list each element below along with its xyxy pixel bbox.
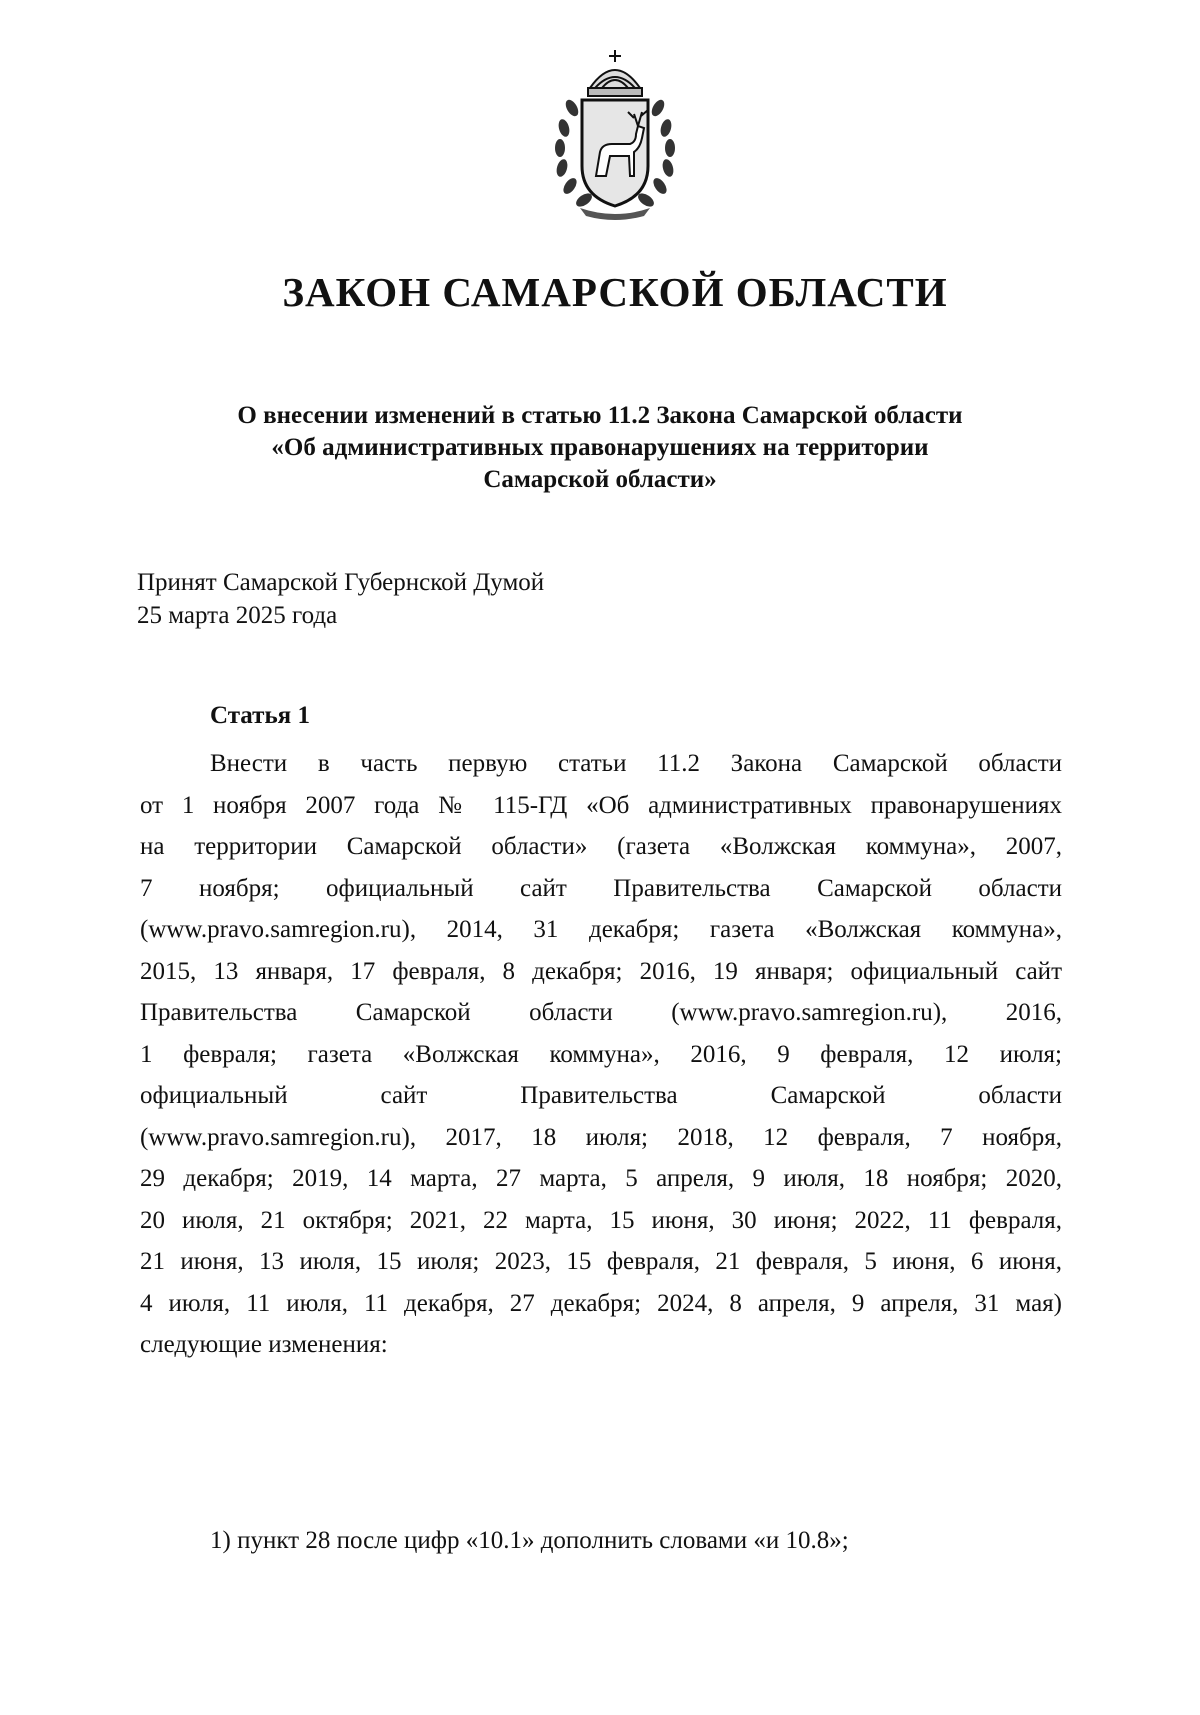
body-line: следующие изменения:	[140, 1331, 388, 1358]
body-line: официальный сайт Правительства Самарской области	[140, 1082, 1062, 1109]
body-line: 21 июня, 13 июля, 15 июля; 2023, 15 февраля, 21 февраля, 5 июня, 6 июня,	[140, 1248, 1062, 1275]
amendment-item-1: 1) пункт 28 после цифр «10.1» дополнить словами «и 10.8»;	[210, 1527, 849, 1554]
body-line: (www.pravo.samregion.ru), 2017, 18 июля; 2018, 12 февраля, 7 ноября,	[140, 1123, 1062, 1151]
adoption-info	[137, 566, 544, 632]
body-line: на территории Самарской области» (газета «Волжская коммуна», 2007,	[140, 833, 1062, 860]
body-line: 4 июля, 11 июля, 11 декабря, 27 декабря; 2024, 8 апреля, 9 апреля, 31 мая)	[140, 1289, 1062, 1317]
body-line: (www.pravo.samregion.ru), 2014, 31 декабря; газета «Волжская коммуна»,	[140, 916, 1062, 943]
body-line: 7 ноября; официальный сайт Правительства Самарской области	[140, 874, 1062, 902]
body-line: 1 февраля; газета «Волжская коммуна», 2016, 9 февраля, 12 июля;	[140, 1040, 1062, 1068]
subtitle-line: О внесении изменений в статью 11.2 Закона Самарской области	[237, 402, 963, 429]
body-line: 2015, 13 января, 17 февраля, 8 декабря; 2016, 19 января; официальный сайт	[140, 957, 1062, 985]
law-subtitle	[0, 400, 1200, 496]
law-title: ЗАКОН САМАРСКОЙ ОБЛАСТИ	[282, 269, 948, 315]
body-line: Правительства Самарской области (www.pravo.samregion.ru), 2016,	[140, 999, 1062, 1026]
article-heading: Статья 1	[210, 702, 310, 729]
adopted-by: Принят Самарской Губернской Думой	[137, 569, 545, 596]
body-line: Внести в часть первую статьи 11.2 Закона Самарской области	[210, 750, 1062, 777]
body-line: 29 декабря; 2019, 14 марта, 27 марта, 5 апреля, 9 июля, 18 ноября; 2020,	[140, 1165, 1062, 1192]
subtitle-line: «Об административных правонарушениях на территории	[271, 434, 929, 461]
adopted-date: 25 марта 2025 года	[137, 602, 338, 629]
subtitle-line: Самарской области»	[483, 466, 717, 493]
body-line: 20 июля, 21 октября; 2021, 22 марта, 15 июня, 30 июня; 2022, 11 февраля,	[140, 1206, 1062, 1234]
article-body	[140, 743, 1062, 1366]
body-line: от 1 ноября 2007 года № 115-ГД «Об административных правонарушениях	[140, 791, 1062, 819]
coat-of-arms-icon	[540, 48, 690, 220]
